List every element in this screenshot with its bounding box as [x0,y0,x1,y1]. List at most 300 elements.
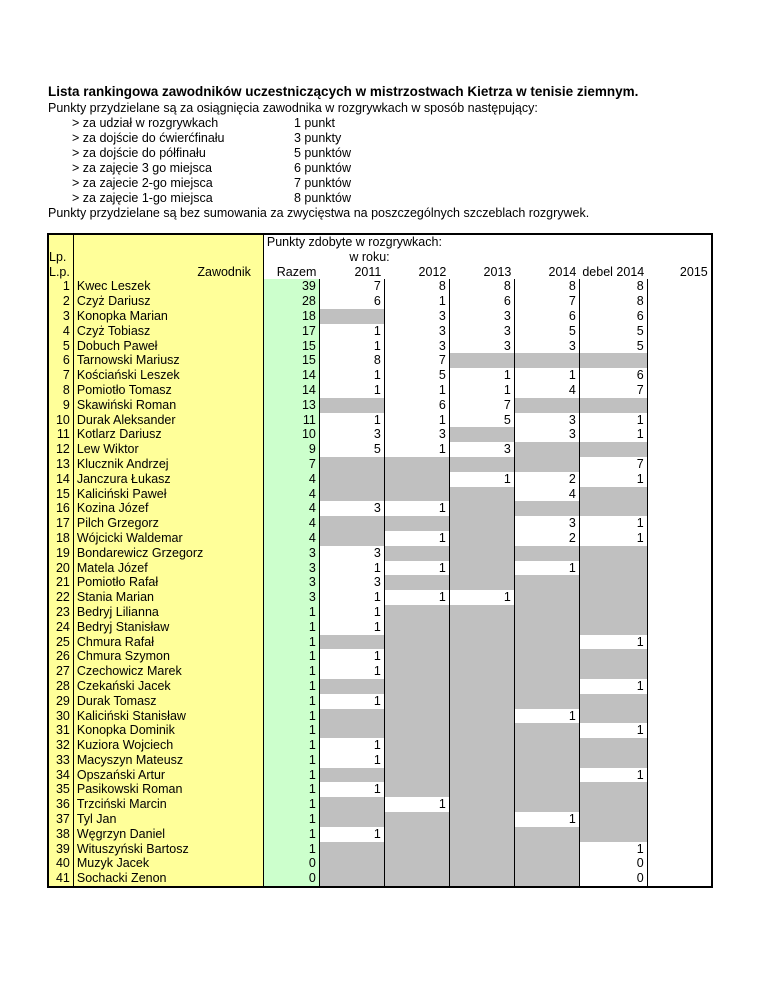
year-points-cell [647,605,712,620]
year-points-cell: 1 [319,413,384,428]
year-header-2011: 2011 [354,264,382,279]
player-name-cell: Bondarewicz Grzegorz [73,546,263,561]
player-name-cell: Durak Tomasz [73,694,263,709]
rank-cell: 38 [48,827,73,842]
year-points-cell: 6 [319,294,384,309]
year-points-cell: 1 [384,590,449,605]
player-name-cell: Kaliciński Stanisław [73,709,263,724]
year-points-cell [449,635,514,650]
year-points-cell: 3 [514,413,579,428]
year-points-cell [514,827,579,842]
rank-cell: 22 [48,590,73,605]
rule-value: 6 punktów [294,161,351,175]
player-name-cell: Bedryj Lilianna [73,605,263,620]
year-points-cell [647,590,712,605]
total-points-cell: 18 [263,309,319,324]
year-points-cell [579,738,647,753]
year-points-cell [647,398,712,413]
year-points-cell: 1 [579,679,647,694]
year-points-cell [647,649,712,664]
table-row [48,768,712,783]
table-row [48,501,712,516]
year-points-cell [449,353,514,368]
total-points-cell: 1 [263,664,319,679]
year-points-cell [647,427,712,442]
total-points-cell: 9 [263,442,319,457]
points-title: Punkty zdobyte w rozgrywkach: [263,234,711,250]
table-row [48,812,712,827]
year-points-cell [514,797,579,812]
rule-value: 1 punkt [294,116,336,130]
player-name-cell: Pomiotło Rafał [73,575,263,590]
player-name-cell: Opszański Artur [73,768,263,783]
year-points-cell [647,457,712,472]
year-points-cell [319,856,384,871]
year-points-cell [319,812,384,827]
year-points-cell: 0 [579,856,647,871]
table-row [48,516,712,531]
year-points-cell [319,709,384,724]
player-name-cell: Konopka Marian [73,309,263,324]
table-row [48,723,712,738]
year-points-cell [319,679,384,694]
zawodnik-header: Zawodnik [73,265,263,280]
year-points-cell: 1 [319,827,384,842]
year-points-cell [647,516,712,531]
year-points-cell: 1 [579,472,647,487]
rank-cell: 40 [48,856,73,871]
rank-cell: 4 [48,324,73,339]
year-points-cell [647,339,712,354]
total-points-cell: 1 [263,679,319,694]
total-points-cell: 1 [263,797,319,812]
player-name-cell: Czyż Tobiasz [73,324,263,339]
table-row [48,575,712,590]
year-points-cell: 1 [319,324,384,339]
ranking-table [47,233,713,888]
year-points-cell: 1 [449,590,514,605]
year-points-cell: 1 [384,501,449,516]
table-row [48,842,712,857]
header-row-1 [48,234,712,250]
table-row [48,339,712,354]
year-points-cell: 1 [579,427,647,442]
year-points-cell: 3 [514,427,579,442]
year-points-cell [319,531,384,546]
rule-label: > za udział w rozgrywkach [72,116,219,130]
table-row [48,531,712,546]
total-points-cell: 1 [263,694,319,709]
page-title: Lista rankingowa zawodników uczestniczących w mistrzostwach Kietrza w tenisie ziemnym. [48,84,639,99]
rank-cell: 19 [48,546,73,561]
year-points-cell: 1 [319,649,384,664]
year-points-cell: 1 [319,782,384,797]
table-row [48,827,712,842]
rules-intro-line: Punkty przydzielane są za osiągnięcia zawodnika w rozgrywkach w sposób następujący: [48,101,538,115]
year-points-cell [384,768,449,783]
year-points-cell [579,590,647,605]
year-points-cell [579,605,647,620]
year-points-cell: 1 [514,368,579,383]
table-row [48,738,712,753]
table-row [48,694,712,709]
year-points-cell: 3 [449,442,514,457]
year-points-cell [449,812,514,827]
year-points-cell [579,546,647,561]
year-points-cell [647,842,712,857]
year-points-cell: 1 [319,339,384,354]
rule-label: > za zajęcie 3 go miejsca [72,161,213,175]
total-points-cell: 1 [263,842,319,857]
year-points-cell [579,620,647,635]
year-points-cell: 3 [319,501,384,516]
table-row [48,856,712,871]
year-points-cell: 1 [319,738,384,753]
year-points-cell [647,871,712,887]
year-points-cell [514,605,579,620]
year-points-cell [647,487,712,502]
year-points-cell [647,827,712,842]
year-points-cell: 7 [384,353,449,368]
year-points-cell: 6 [514,309,579,324]
year-points-cell: 1 [449,368,514,383]
year-points-cell [647,620,712,635]
year-points-cell [647,812,712,827]
w-roku-label: w roku: [349,249,390,264]
year-points-cell [384,782,449,797]
rules-footer-line: Punkty przydzielane są bez sumowania za zwycięstwa na poszczególnych szczeblach rozgrywek. [48,206,590,220]
year-points-cell [579,782,647,797]
year-points-cell: 1 [579,531,647,546]
year-points-cell [647,738,712,753]
year-points-cell [449,723,514,738]
year-points-cell [384,842,449,857]
year-points-cell: 5 [384,368,449,383]
year-points-cell [647,531,712,546]
year-points-cell [647,753,712,768]
year-points-cell [514,679,579,694]
table-row [48,442,712,457]
year-points-cell [384,472,449,487]
rank-cell: 11 [48,427,73,442]
year-points-cell: 8 [579,279,647,294]
year-points-cell [449,516,514,531]
year-points-cell [647,664,712,679]
year-points-cell: 4 [514,487,579,502]
year-points-cell [647,709,712,724]
total-points-cell: 39 [263,279,319,294]
year-points-cell: 3 [384,427,449,442]
year-points-cell [514,546,579,561]
player-name-cell: Pomiotło Tomasz [73,383,263,398]
year-points-cell: 1 [384,561,449,576]
year-points-cell [647,383,712,398]
year-points-cell [514,694,579,709]
total-points-cell: 3 [263,561,319,576]
rank-cell: 31 [48,723,73,738]
rank-cell: 2 [48,294,73,309]
table-row [48,797,712,812]
year-points-cell [514,738,579,753]
year-points-cell: 3 [449,324,514,339]
year-points-cell [647,442,712,457]
player-name-cell: Skawiński Roman [73,398,263,413]
total-points-cell: 4 [263,516,319,531]
year-points-cell: 1 [319,561,384,576]
rule-label: > za zajęcie 1-go miejsca [72,191,213,205]
year-points-cell [384,827,449,842]
year-points-cell: 1 [384,383,449,398]
player-name-cell: Bedryj Stanisław [73,620,263,635]
year-points-cell [514,649,579,664]
year-points-cell [647,723,712,738]
year-points-cell: 5 [449,413,514,428]
header-row-2 [48,250,712,265]
year-points-cell: 6 [579,368,647,383]
rule-row [48,191,589,206]
year-points-cell: 1 [384,442,449,457]
year-points-cell [647,501,712,516]
rule-value: 8 punktów [294,191,351,205]
player-name-cell: Wituszyński Bartosz [73,842,263,857]
player-name-cell: Muzyk Jacek [73,856,263,871]
year-points-cell [514,398,579,413]
total-points-cell: 1 [263,753,319,768]
year-points-cell [647,768,712,783]
year-points-cell: 1 [319,664,384,679]
year-points-cell [579,561,647,576]
rank-cell: 30 [48,709,73,724]
rule-row [48,131,589,146]
year-points-cell [514,620,579,635]
name-header-blank-2 [73,250,263,265]
year-header-2014: 2014 [548,264,577,279]
table-row [48,546,712,561]
year-points-cell [449,797,514,812]
total-points-cell: 4 [263,487,319,502]
year-points-cell: 1 [319,368,384,383]
year-points-cell: 1 [319,753,384,768]
year-points-cell [514,353,579,368]
year-points-cell [449,738,514,753]
table-row [48,709,712,724]
player-name-cell: Pasikowski Roman [73,782,263,797]
rank-cell: 35 [48,782,73,797]
lp-header: L.p. [48,265,73,280]
player-name-cell: Tarnowski Mariusz [73,353,263,368]
year-points-cell: 1 [514,812,579,827]
year-points-cell [449,457,514,472]
year-points-cell [384,605,449,620]
year-points-cell [647,546,712,561]
year-points-cell [449,679,514,694]
year-points-cell [384,871,449,887]
year-points-cell: 3 [319,546,384,561]
year-points-cell [319,871,384,887]
year-points-cell [579,812,647,827]
table-row [48,324,712,339]
year-points-cell: 3 [449,309,514,324]
table-row [48,649,712,664]
year-points-cell [384,679,449,694]
year-points-cell [579,649,647,664]
table-row [48,427,712,442]
year-header-2012: 2012 [418,264,447,279]
year-points-cell [449,709,514,724]
table-row [48,368,712,383]
rank-cell: 27 [48,664,73,679]
player-name-cell: Kaliciński Paweł [73,487,263,502]
total-points-cell: 1 [263,649,319,664]
rank-cell: 9 [48,398,73,413]
year-points-cell [514,782,579,797]
year-header-2015: 2015 [679,264,708,279]
year-points-cell: 3 [514,516,579,531]
year-points-cell [514,635,579,650]
year-points-cell [319,768,384,783]
total-points-cell: 11 [263,413,319,428]
year-points-cell [579,501,647,516]
year-points-cell: 1 [319,590,384,605]
rule-label: > za zajecie 2-go miejsca [72,176,213,190]
table-row [48,472,712,487]
year-points-cell [514,842,579,857]
year-points-cell: 1 [514,561,579,576]
year-points-cell: 7 [449,398,514,413]
year-points-cell [579,398,647,413]
year-points-cell: 2 [514,531,579,546]
year-points-cell [384,635,449,650]
year-points-cell [449,575,514,590]
year-points-cell [449,871,514,887]
rank-cell: 21 [48,575,73,590]
year-points-cell: 1 [579,635,647,650]
lp-header-top: Lp. [48,250,73,265]
rank-cell: 33 [48,753,73,768]
year-points-cell [647,856,712,871]
year-points-cell [647,797,712,812]
year-points-cell: 1 [384,294,449,309]
year-points-cell: 1 [579,516,647,531]
year-points-cell [384,723,449,738]
player-name-cell: Konopka Dominik [73,723,263,738]
rank-cell: 18 [48,531,73,546]
rank-cell: 7 [48,368,73,383]
year-points-cell: 1 [449,383,514,398]
year-points-cell [449,694,514,709]
rule-label: > za dojście do półfinału [72,146,206,160]
player-name-cell: Pilch Grzegorz [73,516,263,531]
year-points-cell [319,842,384,857]
table-row [48,353,712,368]
player-name-cell: Chmura Rafał [73,635,263,650]
rank-cell: 17 [48,516,73,531]
year-points-cell [449,427,514,442]
year-points-cell [514,590,579,605]
rank-cell: 23 [48,605,73,620]
total-points-cell: 3 [263,546,319,561]
year-points-cell: 7 [579,457,647,472]
year-points-cell: 1 [319,620,384,635]
rank-cell: 13 [48,457,73,472]
year-points-cell [449,487,514,502]
player-name-cell: Lew Wiktor [73,442,263,457]
table-row [48,457,712,472]
year-points-cell: 3 [514,339,579,354]
year-points-cell [647,694,712,709]
table-row [48,782,712,797]
year-header-2013: 2013 [483,264,512,279]
player-name-cell: Kotlarz Dariusz [73,427,263,442]
year-points-cell: 5 [579,324,647,339]
year-points-cell [514,723,579,738]
total-points-cell: 15 [263,353,319,368]
year-points-cell [579,753,647,768]
total-points-cell: 14 [263,383,319,398]
year-points-cell [647,279,712,294]
year-points-cell [579,442,647,457]
year-points-cell [319,472,384,487]
player-name-cell: Janczura Łukasz [73,472,263,487]
year-points-cell [384,664,449,679]
player-name-cell: Czechowicz Marek [73,664,263,679]
total-points-cell: 1 [263,738,319,753]
year-points-cell [319,516,384,531]
rule-row [48,176,589,191]
table-row [48,294,712,309]
year-points-cell [384,812,449,827]
year-points-cell: 7 [514,294,579,309]
player-name-cell: Czyż Dariusz [73,294,263,309]
rank-cell: 12 [48,442,73,457]
player-name-cell: Tyl Jan [73,812,263,827]
total-points-cell: 28 [263,294,319,309]
total-points-cell: 1 [263,635,319,650]
rule-value: 5 punktów [294,146,351,160]
total-points-cell: 1 [263,620,319,635]
player-name-cell: Sochacki Zenon [73,871,263,887]
year-points-cell [514,753,579,768]
year-points-cell [647,782,712,797]
player-name-cell: Matela Józef [73,561,263,576]
table-row [48,487,712,502]
year-points-cell [579,797,647,812]
year-points-cell [514,457,579,472]
player-name-cell: Stania Marian [73,590,263,605]
year-points-cell [647,353,712,368]
year-points-cell [647,368,712,383]
year-points-cell [514,856,579,871]
rank-cell: 5 [48,339,73,354]
year-points-cell [579,664,647,679]
player-name-cell: Kwec Leszek [73,279,263,294]
year-points-cell: 1 [579,723,647,738]
total-points-cell: 0 [263,871,319,887]
year-points-cell: 5 [579,339,647,354]
rank-cell: 28 [48,679,73,694]
year-points-cell [579,694,647,709]
rank-cell: 32 [48,738,73,753]
rank-cell: 15 [48,487,73,502]
year-points-cell: 3 [319,575,384,590]
player-name-cell: Kozina Józef [73,501,263,516]
total-points-cell: 15 [263,339,319,354]
player-name-cell: Czekański Jacek [73,679,263,694]
year-points-cell [384,753,449,768]
table-row [48,635,712,650]
year-points-cell: 5 [514,324,579,339]
total-points-cell: 10 [263,427,319,442]
